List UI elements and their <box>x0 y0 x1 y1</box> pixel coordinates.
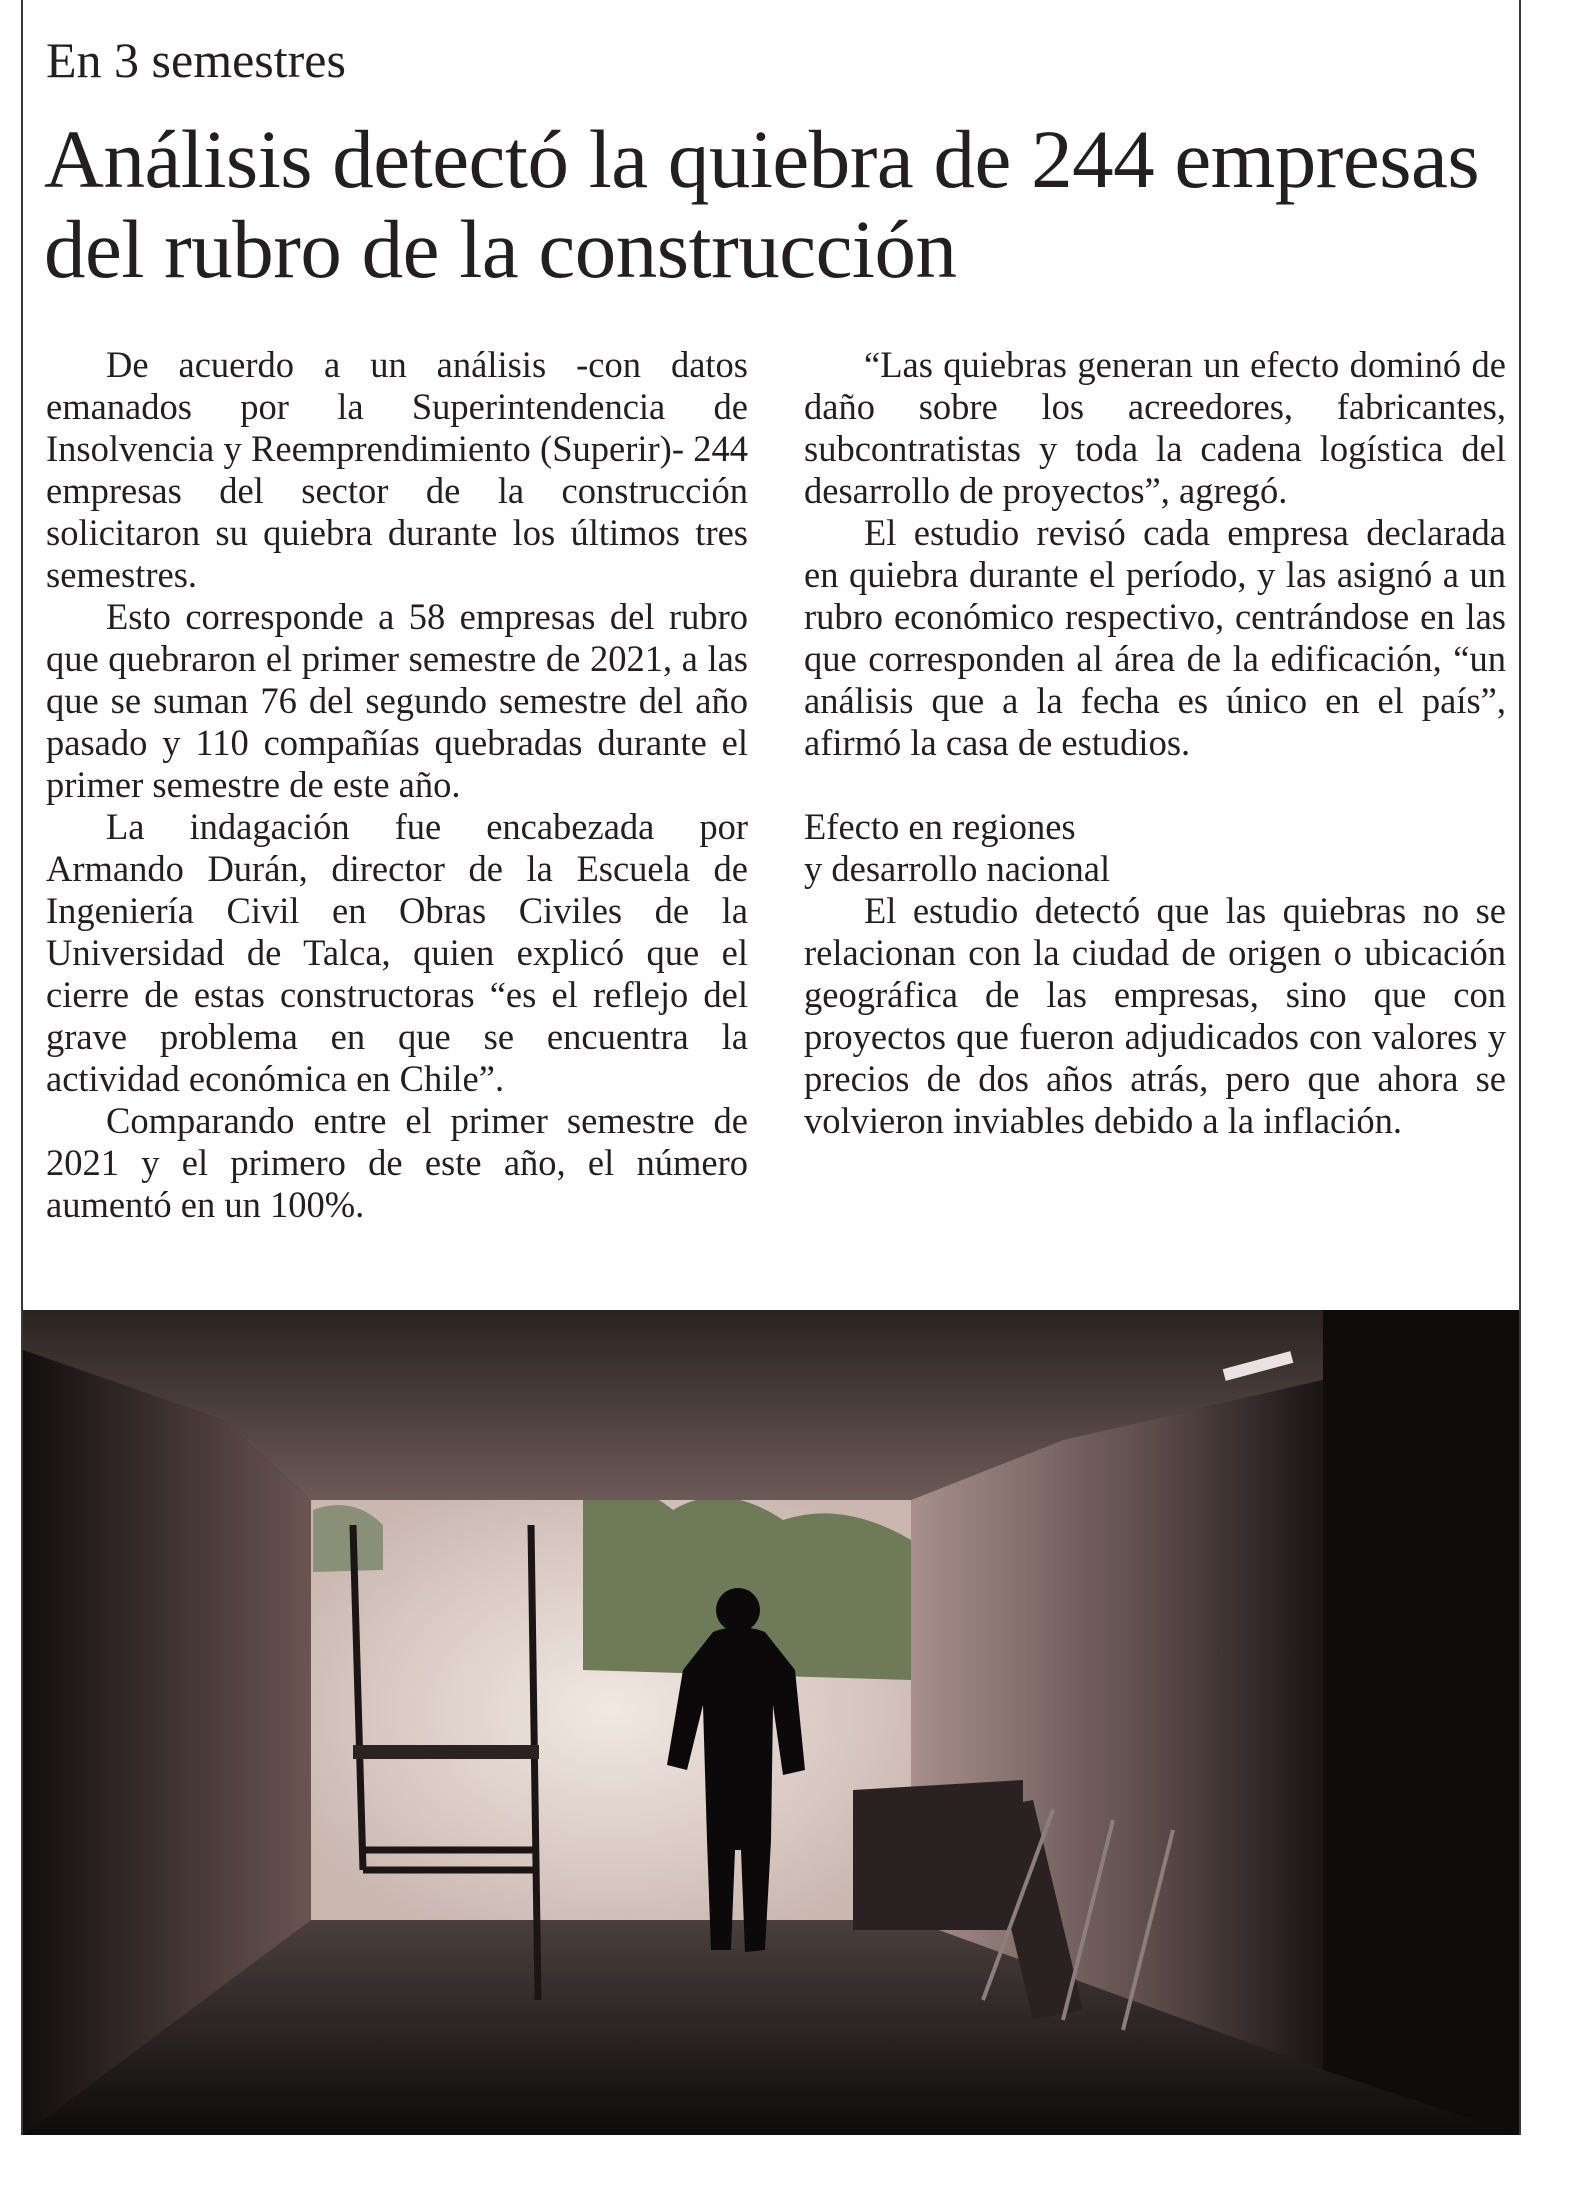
body-paragraph: La indagación fue encabezada por Armando Durán, director de la Escuela de Ingeniería Civil en Obras Civiles de la Universidad de Talca, quien explicó que el cierre de estas constructoras “es el reflejo del grave problema en que se encuentra la actividad económica en Chile”. <box>46 806 748 1099</box>
body-paragraph: Comparando entre el primer semestre de 2021 y el primero de este año, el número aumentó en un 100%. <box>46 1100 748 1225</box>
body-paragraph: El estudio revisó cada empresa declarada en quiebra durante el período, y las asignó a un rubro económico respectivo, centrándose en las que corresponden al área de la edificación, “un análisis que a la fecha es único en el país”, afirmó la casa de estudios. <box>804 512 1506 763</box>
left-column <box>46 344 748 1226</box>
article-headline: Análisis detectó la quiebra de 244 empresas del rubro de la construcción <box>44 113 1480 295</box>
body-paragraph: El estudio detectó que las quiebras no se relacionan con la ciudad de origen o ubicación geográfica de las empresas, sino que con proyectos que fueron adjudicados con valores y precios de dos años atrás, pero que ahora se volvieron inviables debido a la inflación. <box>804 890 1506 1141</box>
right-column <box>804 344 1506 1142</box>
body-paragraph: Esto corresponde a 58 empresas del rubro que quebraron el primer semestre de 2021, a las que se suman 76 del segundo semestre del año pasado y 110 compañías quebradas durante el primer semestre de este año. <box>46 596 748 805</box>
construction-tunnel-photo <box>23 1310 1519 2135</box>
article-photo <box>23 1310 1519 2135</box>
subheading-line: Efecto en regiones <box>804 806 1076 847</box>
subheading-line: y desarrollo nacional <box>804 848 1111 889</box>
body-paragraph: “Las quiebras generan un efecto dominó de daño sobre los acreedores, fabricantes, subcontratistas y toda la cadena logística del desarrollo de proyectos”, agregó. <box>804 344 1506 511</box>
section-subheading <box>804 806 1506 890</box>
body-paragraph: De acuerdo a un análisis -con datos emanados por la Superintendencia de Insolvencia y Reemprendimiento (Superir)- 244 empresas del sector de la construcción solicitaron su quiebra durante los últimos tres semestres. <box>46 344 748 595</box>
article-kicker: En 3 semestres <box>46 32 346 88</box>
